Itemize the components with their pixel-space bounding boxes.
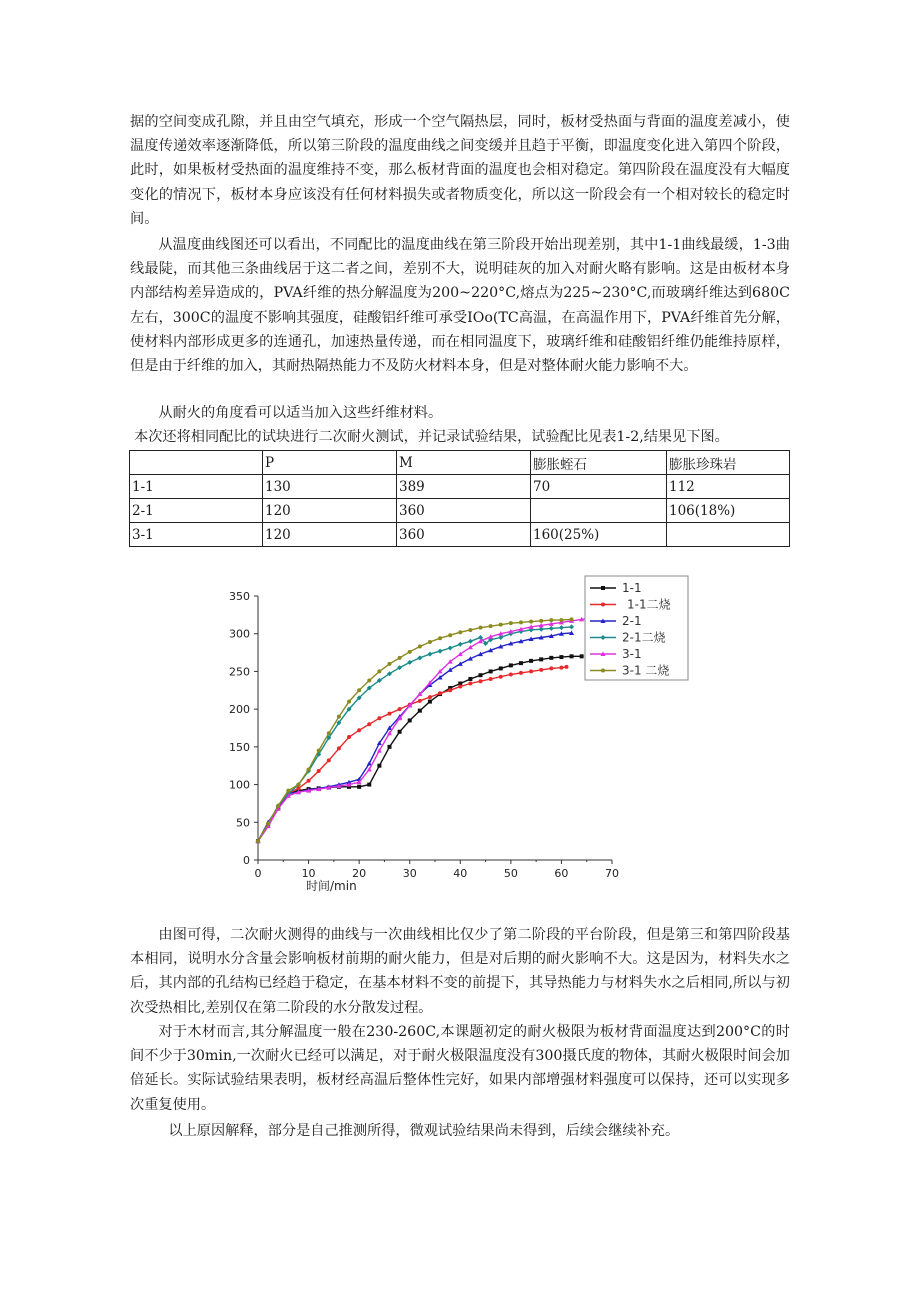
y-tick-label: 250 <box>229 665 250 679</box>
table-header-cell: P <box>263 451 397 475</box>
data-point <box>519 620 523 624</box>
data-point <box>489 669 493 673</box>
paragraph-2: 从温度曲线图还可以看出，不同配比的温度曲线在第三阶段开始出现差别，其中1-1曲线最缓，1-3曲线最陡，而其他三条曲线居于这二者之间，差别不大，说明硅灰的加入对耐火略有影响。这是由板材本身内部结构差异造成的，PVA纤维的热分解温度为200~220°C,熔点为225~230°C,而玻璃纤维达到680C左右，300C的温度不影响其强度，硅酸铝纤维可承受IOo(TC高温，在高温作用下，PVA纤维首先分解，使材料内部形成更多的连通孔，加速热量传递，而在相同温度下，玻璃纤维和硅酸铝纤维仍能维持原样，但是由于纤维的加入，其耐热隔热能力不及防火材料本身，但是对整体耐火能力影响不大。 <box>130 237 790 375</box>
temperature-chart-svg <box>210 574 700 900</box>
legend-label: 3-1 <box>622 647 642 661</box>
series-line-2-1 <box>258 633 572 841</box>
data-point <box>377 716 381 720</box>
data-point <box>387 712 391 716</box>
data-point <box>468 628 472 632</box>
x-axis-label: 时间/min <box>306 879 357 893</box>
table-cell: 360 <box>397 499 531 523</box>
data-point <box>428 700 432 704</box>
data-point <box>448 688 452 692</box>
data-point <box>458 642 463 647</box>
data-point <box>408 718 412 722</box>
y-tick-label: 0 <box>243 854 250 867</box>
data-point <box>357 785 361 789</box>
data-point <box>317 769 321 773</box>
table-row <box>130 499 790 523</box>
data-point <box>407 660 412 665</box>
data-point <box>499 666 503 670</box>
data-point <box>559 618 563 622</box>
data-point <box>438 636 442 640</box>
series-line-3-1 <box>258 619 587 842</box>
data-point <box>458 630 462 634</box>
legend-swatch-marker <box>601 586 605 590</box>
data-point <box>519 661 523 665</box>
data-point <box>564 665 568 669</box>
data-point <box>347 700 351 704</box>
table-cell: 3-1 <box>130 523 263 547</box>
data-point <box>498 635 503 640</box>
data-point <box>468 677 472 681</box>
data-point <box>307 779 311 783</box>
paragraph-6: 对于木材而言,其分解温度一般在230-260C,本课题初定的耐火极限为板材背面温度达到200°C的时间不少于30min,一次耐火已经可以满足，对于耐火极限温度没有300摄氏度的物体，其耐火极限时间会加倍延长。实际试验结果表明，板材经高温后整体性完好，如果内部增强材料强度可以保持，还可以实现多次重复使用。 <box>130 1024 790 1113</box>
table-cell: 360 <box>397 523 531 547</box>
data-point <box>266 822 270 826</box>
data-point <box>428 640 432 644</box>
paragraph-7: 以上原因解释，部分是自己推测所得，微观试验结果尚未得到，后续会继续补充。 <box>168 1123 680 1139</box>
x-tick-label: 60 <box>554 867 569 880</box>
data-point <box>438 649 443 654</box>
table-row <box>130 475 790 499</box>
paragraph-5: 由图可得，二次耐火测得的曲线与一次曲线相比仅少了第二阶段的平台阶段，但是第三和第四阶段基本相同，说明水分含量会影响板材前期的耐火能力，但是对后期的耐火影响不大。这是因为，材料失水之后，其内部的孔结构已经趋于稳定，在基本材料不变的前提下，其导热能力与材料失水之后相同,所以与初次受热相比,差别仅在第二阶段的水分散发过程。 <box>130 927 790 1016</box>
table-cell: 106(18%) <box>667 499 790 523</box>
data-point <box>307 767 311 771</box>
data-point <box>428 695 432 699</box>
data-point <box>549 618 553 622</box>
chart-series <box>256 616 590 844</box>
temperature-chart <box>210 574 700 900</box>
table-cell: 389 <box>397 475 531 499</box>
data-point <box>559 666 563 670</box>
data-point <box>448 633 452 637</box>
table-header-cell: 膨胀蛭石 <box>531 451 667 475</box>
legend-label: 2-1二烧 <box>622 630 666 645</box>
legend-label: 1-1二烧 <box>627 597 671 612</box>
table-cell: 120 <box>263 499 397 523</box>
data-point <box>559 655 563 659</box>
data-point <box>418 645 422 649</box>
data-point <box>549 666 553 670</box>
data-point <box>418 699 422 703</box>
series-line-1-1 <box>258 656 582 841</box>
data-point <box>479 679 483 683</box>
data-point <box>377 669 381 673</box>
table-cell <box>531 499 667 523</box>
y-tick-label: 200 <box>229 703 250 717</box>
x-tick-label: 40 <box>453 867 468 880</box>
data-point <box>468 681 472 685</box>
data-point <box>296 783 300 787</box>
data-point <box>458 685 462 689</box>
data-point <box>479 626 483 630</box>
data-point <box>417 655 422 660</box>
data-point <box>256 839 260 843</box>
data-point <box>337 715 341 719</box>
paragraph-1: 据的空间变成孔隙，并且由空气填充，形成一个空气隔热层，同时，板材受热面与背面的温度差减小，使温度传递效率逐渐降低，所以第三阶段的温度曲线之间变缓并且趋于平衡，即温度变化进入第四个阶段，此时，如果板材受热面的温度维持不变，那么板材背面的温度也会相对稳定。第四阶段在温度没有大幅度变化的情况下，板材本身应该没有任何材料损失或者物质变化，所以这一阶段会有一个相对较长的稳定时间。 <box>130 114 790 227</box>
data-point <box>347 735 351 739</box>
table-cell <box>667 523 790 547</box>
data-point <box>529 669 533 673</box>
table-cell: 160(25%) <box>531 523 667 547</box>
data-point <box>519 671 523 675</box>
data-point <box>539 627 544 632</box>
data-point <box>387 745 391 749</box>
x-tick-label: 20 <box>352 867 367 880</box>
data-point <box>539 619 543 623</box>
data-point <box>377 764 381 768</box>
y-tick-label: 300 <box>229 627 250 641</box>
table-header-cell <box>130 451 263 475</box>
x-tick-label: 0 <box>254 867 262 880</box>
data-point <box>539 657 543 661</box>
table-cell: 70 <box>531 475 667 499</box>
y-tick-label: 50 <box>236 816 250 830</box>
data-point <box>529 620 533 624</box>
x-tick-label: 70 <box>605 867 619 880</box>
data-point <box>408 650 412 654</box>
data-point <box>549 656 553 660</box>
data-point <box>398 730 402 734</box>
chart-axes <box>258 596 612 860</box>
x-tick-label: 10 <box>301 867 316 880</box>
legend-label: 3-1 二烧 <box>622 663 670 678</box>
data-point <box>327 731 331 735</box>
table-cell: 1-1 <box>130 475 263 499</box>
data-point <box>367 678 371 682</box>
data-point <box>509 672 513 676</box>
data-point <box>489 624 493 628</box>
data-point <box>529 659 533 663</box>
data-point <box>387 662 391 666</box>
table-header-cell: 膨胀珍珠岩 <box>667 451 790 475</box>
series-line-1-1二烧 <box>258 667 567 841</box>
legend-label: 1-1 <box>622 581 642 595</box>
data-point <box>286 789 290 793</box>
legend-swatch-marker <box>601 669 605 673</box>
data-point <box>569 624 574 629</box>
data-point <box>509 621 513 625</box>
data-point <box>317 749 321 753</box>
data-point <box>509 663 513 667</box>
data-point <box>276 804 280 808</box>
data-point <box>327 758 331 762</box>
table-cell: 130 <box>263 475 397 499</box>
chart-legend <box>585 576 688 680</box>
data-point <box>559 625 564 630</box>
data-point <box>438 691 442 695</box>
data-point <box>570 617 574 621</box>
data-point <box>398 656 402 660</box>
data-point <box>549 626 554 631</box>
table-header-row <box>130 451 790 475</box>
data-point <box>448 646 453 651</box>
data-point <box>367 722 371 726</box>
data-point <box>580 654 584 658</box>
data-point <box>539 668 543 672</box>
y-tick-label: 100 <box>229 778 250 792</box>
paragraph-3: 从耐火的角度看可以适当加入这些纤维材料。 <box>158 405 443 421</box>
data-point <box>427 652 432 657</box>
data-point <box>499 623 503 627</box>
data-point <box>418 709 422 713</box>
legend-label: 2-1 <box>622 614 642 628</box>
x-tick-label: 30 <box>402 867 417 880</box>
data-point <box>357 728 361 732</box>
table-cell: 120 <box>263 523 397 547</box>
series-line-2-1二烧 <box>258 627 572 841</box>
series-line-3-1 二烧 <box>258 619 572 841</box>
table-cell: 2-1 <box>130 499 263 523</box>
data-point <box>357 688 361 692</box>
y-tick-label: 350 <box>229 590 250 603</box>
legend-swatch-marker <box>601 603 605 607</box>
table-header-cell: M <box>397 451 531 475</box>
data-point <box>337 746 341 750</box>
data-point <box>489 677 493 681</box>
table-cell: 112 <box>667 475 790 499</box>
table-row <box>130 523 790 547</box>
paragraph-4: 本次还将相同配比的试块进行二次耐火测试，并记录试验结果，试验配比见表1-2,结果见下图。 <box>134 429 729 445</box>
data-point <box>468 639 473 644</box>
data-point <box>499 675 503 679</box>
y-tick-label: 150 <box>229 740 250 754</box>
data-point <box>398 707 402 711</box>
data-point <box>570 654 574 658</box>
mix-ratio-table <box>129 450 790 547</box>
x-tick-label: 50 <box>503 867 518 880</box>
data-point <box>479 673 483 677</box>
data-point <box>367 783 371 787</box>
